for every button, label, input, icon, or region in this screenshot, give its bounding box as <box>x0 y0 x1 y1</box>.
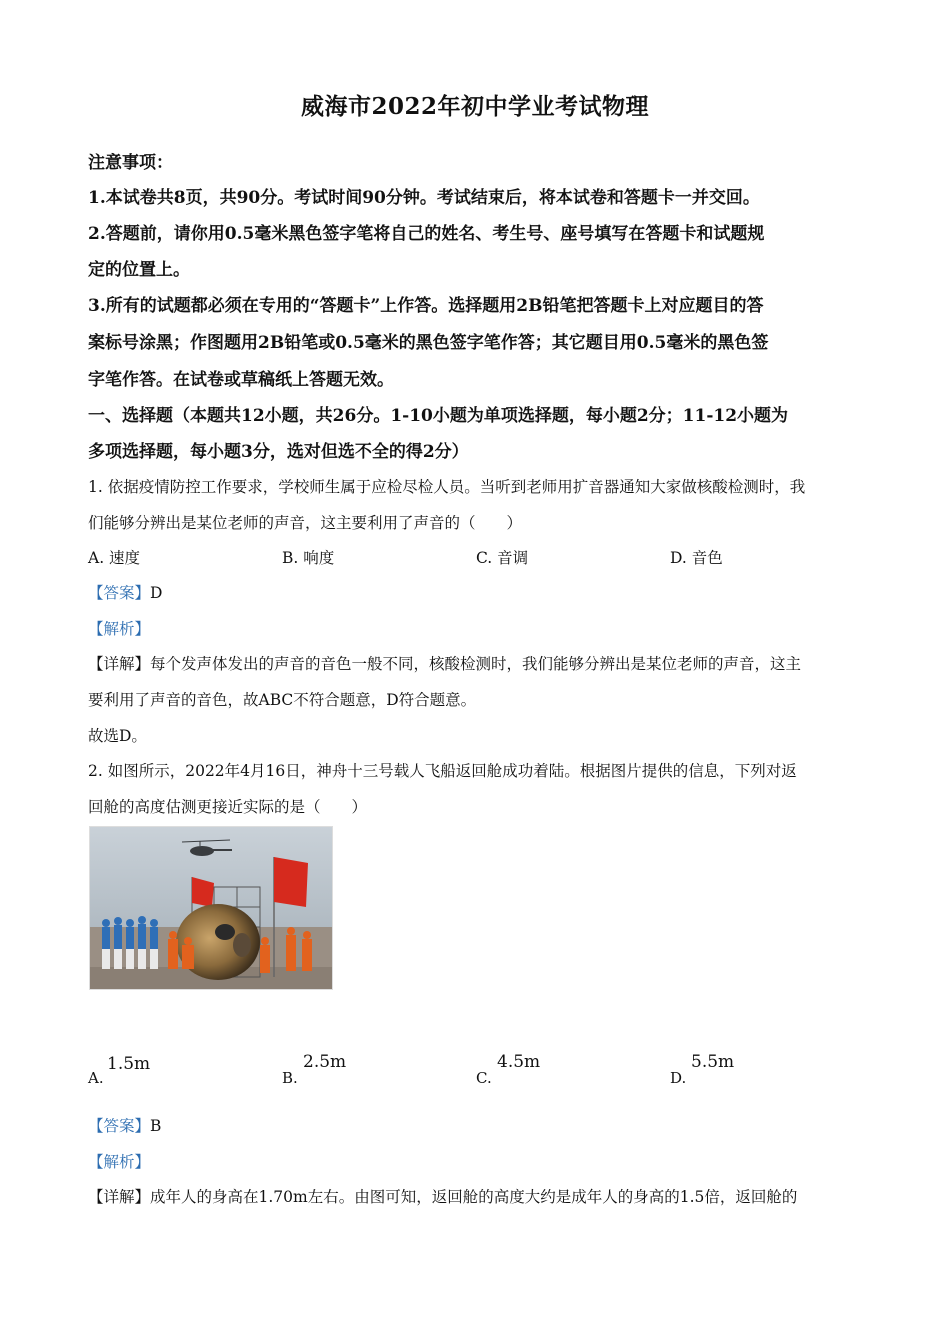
q2-answer-tag: 【答案】 <box>88 1117 151 1135</box>
notice-item-2-line-2: 定的位置上。 <box>88 260 190 280</box>
q2-option-b-letter: B. <box>282 1069 298 1087</box>
q2-option-c-letter: C. <box>476 1069 492 1087</box>
capsule-landing-photo <box>89 826 333 990</box>
q1-option-b: B. 响度 <box>282 549 335 567</box>
q2-option-d-letter: D. <box>670 1069 687 1087</box>
q1-stem-line-1: 1. 依据疫情防控工作要求，学校师生属于应检尽检人员。当听到老师用扩音器通知大家做核酸检测时，我 <box>88 478 806 496</box>
q2-option-d-value: 5.5m <box>691 1052 735 1072</box>
q1-answer <box>88 581 162 603</box>
q1-answer-tag: 【答案】 <box>88 584 151 602</box>
q1-detail-line-2: 要利用了声音的音色，故ABC不符合题意，D符合题意。 <box>88 691 477 709</box>
notice-item-1: 1.本试卷共8页，共90分。考试时间90分钟。考试结束后，将本试卷和答题卡一并交回。 <box>88 188 760 208</box>
page-title: 威海市2022年初中学业考试物理 <box>300 93 649 120</box>
q2-detail-line-1 <box>88 1185 797 1207</box>
q1-detail-line-1 <box>88 652 801 674</box>
notice-item-3-line-1: 3.所有的试题都必须在专用的“答题卡”上作答。选择题用2B铅笔把答题卡上对应题目的答 <box>88 296 764 316</box>
q1-option-c: C. 音调 <box>476 549 529 567</box>
q1-stem-line-2: 们能够分辨出是某位老师的声音，这主要利用了声音的（ ） <box>88 514 523 532</box>
q1-analysis-tag: 【解析】 <box>88 620 151 638</box>
q2-analysis-tag: 【解析】 <box>88 1153 151 1171</box>
q2-stem-line-1: 2. 如图所示，2022年4月16日，神舟十三号载人飞船返回舱成功着陆。根据图片提供的信息，下列对返 <box>88 762 797 780</box>
q1-option-a: A. 速度 <box>88 549 141 567</box>
q2-detail-text-1: 成年人的身高在1.70m左右。由图可知，返回舱的高度大约是成年人的身高的1.5倍，返回舱的 <box>150 1188 798 1206</box>
notice-item-2-line-1: 2.答题前，请你用0.5毫米黑色签字笔将自己的姓名、考生号、座号填写在答题卡和试题规 <box>88 224 765 244</box>
q2-answer <box>88 1114 161 1136</box>
q2-answer-value: B <box>150 1117 162 1135</box>
q1-option-d: D. 音色 <box>670 549 723 567</box>
q1-detail-text-1: 每个发声体发出的声音的音色一般不同，核酸检测时，我们能够分辨出是某位老师的声音，这主 <box>150 655 802 673</box>
section-1-heading-line-1: 一、选择题（本题共12小题，共26分。1-10小题为单项选择题，每小题2分；11-12小题为 <box>88 406 789 426</box>
q2-detail-tag: 【详解】 <box>88 1188 151 1206</box>
capsule-landing-illustration <box>90 827 332 989</box>
q2-option-b-value: 2.5m <box>303 1052 347 1072</box>
q2-option-c-value: 4.5m <box>497 1052 541 1072</box>
section-1-heading-line-2: 多项选择题，每小题3分，选对但选不全的得2分） <box>88 442 469 462</box>
notice-heading: 注意事项： <box>88 153 173 173</box>
q2-option-a-letter: A. <box>88 1069 104 1087</box>
q1-conclusion: 故选D。 <box>88 727 147 745</box>
q2-option-a-value: 1.5m <box>107 1054 151 1074</box>
notice-item-3-line-3: 字笔作答。在试卷或草稿纸上答题无效。 <box>88 370 394 390</box>
notice-item-3-line-2: 案标号涂黑；作图题用2B铅笔或0.5毫米的黑色签字笔作答；其它题目用0.5毫米的黑色签 <box>88 333 769 353</box>
q1-detail-tag: 【详解】 <box>88 655 151 673</box>
q2-stem-line-2: 回舱的高度估测更接近实际的是（ ） <box>88 798 368 816</box>
q1-answer-value: D <box>150 584 163 602</box>
